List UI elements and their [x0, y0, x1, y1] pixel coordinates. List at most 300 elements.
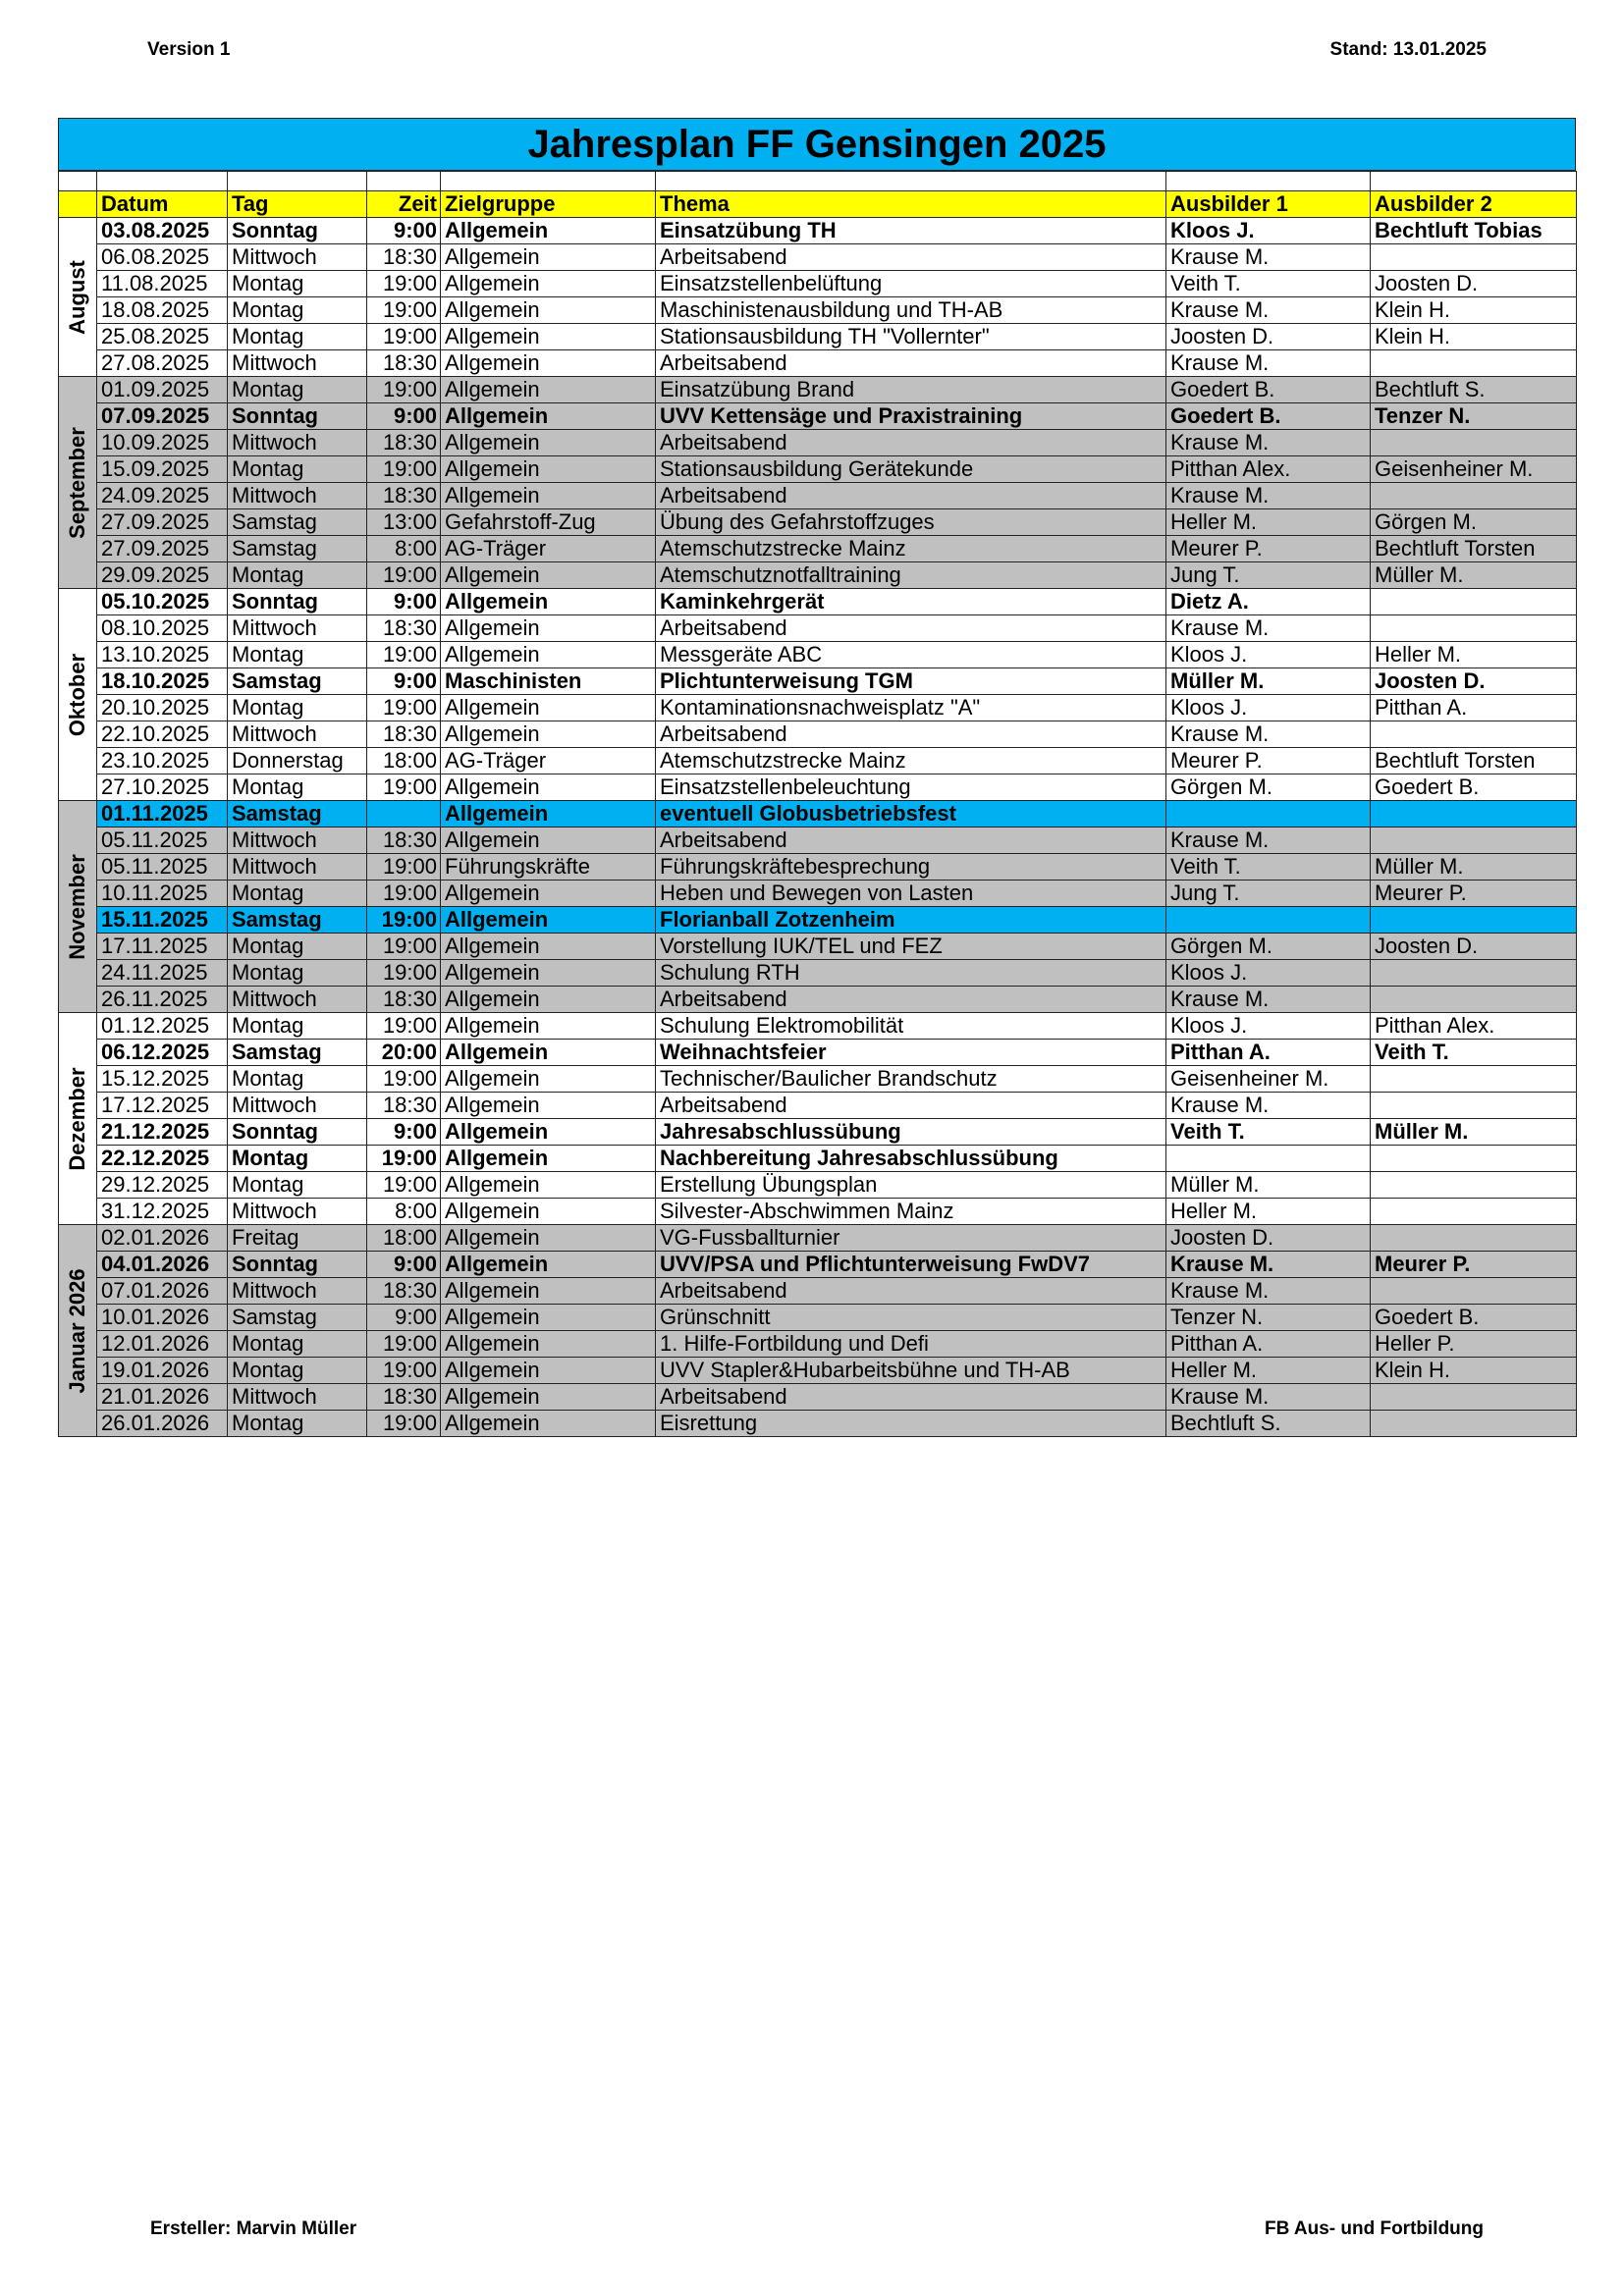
table-row	[59, 1411, 1577, 1437]
datum-cell: 06.08.2025	[97, 244, 228, 271]
thema-cell: 1. Hilfe-Fortbildung und Defi	[656, 1331, 1166, 1358]
tag-cell: Sonntag	[228, 1252, 367, 1278]
ausbilder-1-cell: Geisenheiner M.	[1166, 1066, 1371, 1093]
zielgruppe-cell: Allgemein	[441, 801, 656, 828]
zielgruppe-cell: Allgemein	[441, 987, 656, 1013]
zielgruppe-cell: AG-Träger	[441, 748, 656, 774]
tag-cell: Montag	[228, 960, 367, 987]
datum-cell: 27.09.2025	[97, 536, 228, 562]
ausbilder-2-cell	[1371, 1384, 1577, 1411]
datum-cell: 11.08.2025	[97, 271, 228, 297]
thema-cell: Kaminkehrgerät	[656, 589, 1166, 615]
ausbilder-2-cell: Bechtluft Tobias	[1371, 218, 1577, 244]
zielgruppe-cell: Allgemein	[441, 271, 656, 297]
zielgruppe-cell: Allgemein	[441, 960, 656, 987]
ausbilder-2-cell: Görgen M.	[1371, 509, 1577, 536]
datum-cell: 17.12.2025	[97, 1093, 228, 1119]
datum-cell: 01.09.2025	[97, 377, 228, 403]
zeit-cell: 19:00	[367, 1146, 441, 1172]
table-row	[59, 934, 1577, 960]
table-row	[59, 828, 1577, 854]
zielgruppe-cell: Allgemein	[441, 562, 656, 589]
table-row	[59, 907, 1577, 934]
table-row	[59, 1093, 1577, 1119]
ausbilder-2-cell	[1371, 1066, 1577, 1093]
ausbilder-2-cell: Pitthan A.	[1371, 695, 1577, 721]
datum-cell: 13.10.2025	[97, 642, 228, 668]
thema-cell: Maschinistenausbildung und TH-AB	[656, 297, 1166, 324]
tag-cell: Mittwoch	[228, 1199, 367, 1225]
ausbilder-2-cell	[1371, 589, 1577, 615]
table-row	[59, 854, 1577, 881]
ausbilder-1-cell: Goedert B.	[1166, 377, 1371, 403]
zeit-cell: 18:30	[367, 828, 441, 854]
ausbilder-2-cell: Joosten D.	[1371, 271, 1577, 297]
datum-cell: 02.01.2026	[97, 1225, 228, 1252]
table-row	[59, 509, 1577, 536]
table-row	[59, 271, 1577, 297]
zeit-cell: 20:00	[367, 1040, 441, 1066]
table-row	[59, 562, 1577, 589]
zeit-cell: 19:00	[367, 456, 441, 483]
plan-body	[59, 172, 1577, 1437]
month-label: November	[65, 853, 89, 960]
tag-cell: Montag	[228, 324, 367, 350]
zielgruppe-cell: Allgemein	[441, 721, 656, 748]
table-row	[59, 218, 1577, 244]
table-row	[59, 1384, 1577, 1411]
month-label-cell	[59, 218, 97, 377]
table-row	[59, 801, 1577, 828]
tag-cell: Samstag	[228, 668, 367, 695]
datum-cell: 05.11.2025	[97, 854, 228, 881]
thema-cell: Einsatzstellenbelüftung	[656, 271, 1166, 297]
zeit-cell: 19:00	[367, 854, 441, 881]
zielgruppe-cell: Allgemein	[441, 1278, 656, 1305]
tag-cell: Mittwoch	[228, 828, 367, 854]
table-row	[59, 350, 1577, 377]
tag-cell: Montag	[228, 271, 367, 297]
ausbilder-1-cell: Joosten D.	[1166, 324, 1371, 350]
ausbilder-2-cell	[1371, 987, 1577, 1013]
ausbilder-2-cell	[1371, 828, 1577, 854]
ausbilder-2-cell: Joosten D.	[1371, 934, 1577, 960]
zeit-cell: 19:00	[367, 881, 441, 907]
col-ausbilder-2: Ausbilder 2	[1371, 191, 1577, 218]
ausbilder-1-cell: Müller M.	[1166, 1172, 1371, 1199]
zielgruppe-cell: Allgemein	[441, 1066, 656, 1093]
ausbilder-1-cell: Pitthan A.	[1166, 1040, 1371, 1066]
thema-cell: Führungskräftebesprechung	[656, 854, 1166, 881]
table-row	[59, 1358, 1577, 1384]
tag-cell: Montag	[228, 456, 367, 483]
tag-cell: Montag	[228, 1331, 367, 1358]
zielgruppe-cell: Allgemein	[441, 1331, 656, 1358]
datum-cell: 18.10.2025	[97, 668, 228, 695]
zielgruppe-cell: Allgemein	[441, 1384, 656, 1411]
thema-cell: Einsatzübung Brand	[656, 377, 1166, 403]
ausbilder-1-cell: Tenzer N.	[1166, 1305, 1371, 1331]
ausbilder-2-cell	[1371, 244, 1577, 271]
ausbilder-2-cell	[1371, 1146, 1577, 1172]
datum-cell: 29.09.2025	[97, 562, 228, 589]
table-row	[59, 536, 1577, 562]
zielgruppe-cell: Allgemein	[441, 907, 656, 934]
zielgruppe-cell: Maschinisten	[441, 668, 656, 695]
ausbilder-1-cell: Kloos J.	[1166, 1013, 1371, 1040]
thema-cell: Arbeitsabend	[656, 1384, 1166, 1411]
ausbilder-1-cell: Veith T.	[1166, 854, 1371, 881]
thema-cell: Atemschutzstrecke Mainz	[656, 748, 1166, 774]
datum-cell: 01.11.2025	[97, 801, 228, 828]
zeit-cell: 19:00	[367, 695, 441, 721]
ausbilder-2-cell	[1371, 1278, 1577, 1305]
spacer-row	[59, 172, 1577, 191]
month-label-cell	[59, 589, 97, 801]
zielgruppe-cell: Gefahrstoff-Zug	[441, 509, 656, 536]
ausbilder-2-cell: Müller M.	[1371, 854, 1577, 881]
thema-cell: Grünschnitt	[656, 1305, 1166, 1331]
ausbilder-1-cell: Krause M.	[1166, 1384, 1371, 1411]
zeit-cell: 9:00	[367, 1305, 441, 1331]
thema-cell: Arbeitsabend	[656, 350, 1166, 377]
tag-cell: Montag	[228, 1172, 367, 1199]
tag-cell: Mittwoch	[228, 854, 367, 881]
table-row	[59, 1013, 1577, 1040]
datum-cell: 06.12.2025	[97, 1040, 228, 1066]
zielgruppe-cell: Allgemein	[441, 297, 656, 324]
thema-cell: Atemschutznotfalltraining	[656, 562, 1166, 589]
thema-cell: Arbeitsabend	[656, 721, 1166, 748]
zeit-cell: 18:00	[367, 1225, 441, 1252]
tag-cell: Mittwoch	[228, 244, 367, 271]
ausbilder-1-cell: Krause M.	[1166, 721, 1371, 748]
ausbilder-1-cell	[1166, 1146, 1371, 1172]
zielgruppe-cell: Allgemein	[441, 881, 656, 907]
ausbilder-2-cell	[1371, 483, 1577, 509]
table-row	[59, 483, 1577, 509]
thema-cell: Nachbereitung Jahresabschlussübung	[656, 1146, 1166, 1172]
datum-cell: 27.10.2025	[97, 774, 228, 801]
tag-cell: Montag	[228, 1013, 367, 1040]
ausbilder-1-cell: Krause M.	[1166, 615, 1371, 642]
tag-cell: Mittwoch	[228, 1278, 367, 1305]
thema-cell: Messgeräte ABC	[656, 642, 1166, 668]
ausbilder-2-cell: Geisenheiner M.	[1371, 456, 1577, 483]
zielgruppe-cell: Allgemein	[441, 1093, 656, 1119]
tag-cell: Sonntag	[228, 218, 367, 244]
ausbilder-2-cell	[1371, 1199, 1577, 1225]
thema-cell: UVV Kettensäge und Praxistraining	[656, 403, 1166, 430]
tag-cell: Samstag	[228, 801, 367, 828]
table-row	[59, 615, 1577, 642]
datum-cell: 22.12.2025	[97, 1146, 228, 1172]
ausbilder-2-cell: Veith T.	[1371, 1040, 1577, 1066]
tag-cell: Montag	[228, 774, 367, 801]
zeit-cell: 9:00	[367, 1252, 441, 1278]
datum-cell: 24.11.2025	[97, 960, 228, 987]
tag-cell: Samstag	[228, 1040, 367, 1066]
ausbilder-1-cell: Krause M.	[1166, 244, 1371, 271]
col-datum: Datum	[97, 191, 228, 218]
thema-cell: Arbeitsabend	[656, 430, 1166, 456]
zielgruppe-cell: Allgemein	[441, 934, 656, 960]
table-row	[59, 695, 1577, 721]
column-header-row	[59, 191, 1577, 218]
ausbilder-1-cell: Jung T.	[1166, 562, 1371, 589]
ausbilder-1-cell: Krause M.	[1166, 483, 1371, 509]
ausbilder-2-cell: Klein H.	[1371, 324, 1577, 350]
ausbilder-1-cell: Pitthan Alex.	[1166, 456, 1371, 483]
zeit-cell: 19:00	[367, 297, 441, 324]
ausbilder-1-cell: Krause M.	[1166, 987, 1371, 1013]
table-row	[59, 748, 1577, 774]
department-label: FB Aus- und Fortbildung	[1264, 2218, 1484, 2239]
thema-cell: Einsatzübung TH	[656, 218, 1166, 244]
zeit-cell: 8:00	[367, 1199, 441, 1225]
zielgruppe-cell: Führungskräfte	[441, 854, 656, 881]
zeit-cell: 18:30	[367, 1384, 441, 1411]
thema-cell: eventuell Globusbetriebsfest	[656, 801, 1166, 828]
tag-cell: Montag	[228, 1146, 367, 1172]
datum-cell: 31.12.2025	[97, 1199, 228, 1225]
datum-cell: 15.11.2025	[97, 907, 228, 934]
tag-cell: Montag	[228, 562, 367, 589]
ausbilder-2-cell: Tenzer N.	[1371, 403, 1577, 430]
zeit-cell: 9:00	[367, 589, 441, 615]
ausbilder-1-cell: Jung T.	[1166, 881, 1371, 907]
ausbilder-1-cell: Krause M.	[1166, 1093, 1371, 1119]
zeit-cell: 19:00	[367, 562, 441, 589]
zielgruppe-cell: Allgemein	[441, 1225, 656, 1252]
month-label-cell	[59, 377, 97, 589]
zielgruppe-cell: Allgemein	[441, 1411, 656, 1437]
table-row	[59, 1331, 1577, 1358]
ausbilder-2-cell	[1371, 1225, 1577, 1252]
ausbilder-2-cell	[1371, 1411, 1577, 1437]
thema-cell: Weihnachtsfeier	[656, 1040, 1166, 1066]
datum-cell: 24.09.2025	[97, 483, 228, 509]
col-tag: Tag	[228, 191, 367, 218]
zielgruppe-cell: Allgemein	[441, 403, 656, 430]
zielgruppe-cell: Allgemein	[441, 1305, 656, 1331]
ausbilder-2-cell: Meurer P.	[1371, 881, 1577, 907]
tag-cell: Sonntag	[228, 1119, 367, 1146]
thema-cell: Arbeitsabend	[656, 615, 1166, 642]
zeit-cell: 8:00	[367, 536, 441, 562]
header-corner	[59, 191, 97, 218]
datum-cell: 10.01.2026	[97, 1305, 228, 1331]
ausbilder-1-cell: Heller M.	[1166, 1199, 1371, 1225]
thema-cell: Arbeitsabend	[656, 828, 1166, 854]
thema-cell: Erstellung Übungsplan	[656, 1172, 1166, 1199]
ausbilder-2-cell	[1371, 721, 1577, 748]
zeit-cell	[367, 801, 441, 828]
zielgruppe-cell: Allgemein	[441, 350, 656, 377]
datum-cell: 18.08.2025	[97, 297, 228, 324]
table-row	[59, 377, 1577, 403]
zeit-cell: 19:00	[367, 324, 441, 350]
datum-cell: 15.09.2025	[97, 456, 228, 483]
tag-cell: Donnerstag	[228, 748, 367, 774]
tag-cell: Sonntag	[228, 403, 367, 430]
datum-cell: 05.10.2025	[97, 589, 228, 615]
datum-cell: 01.12.2025	[97, 1013, 228, 1040]
datum-cell: 29.12.2025	[97, 1172, 228, 1199]
tag-cell: Mittwoch	[228, 350, 367, 377]
table-row	[59, 881, 1577, 907]
table-row	[59, 324, 1577, 350]
ausbilder-1-cell: Dietz A.	[1166, 589, 1371, 615]
zielgruppe-cell: Allgemein	[441, 642, 656, 668]
ausbilder-2-cell	[1371, 1093, 1577, 1119]
datum-cell: 05.11.2025	[97, 828, 228, 854]
ausbilder-2-cell: Joosten D.	[1371, 668, 1577, 695]
month-label-cell	[59, 1013, 97, 1225]
ausbilder-2-cell: Bechtluft Torsten	[1371, 536, 1577, 562]
tag-cell: Montag	[228, 642, 367, 668]
thema-cell: Heben und Bewegen von Lasten	[656, 881, 1166, 907]
table-row	[59, 1199, 1577, 1225]
table-row	[59, 589, 1577, 615]
zeit-cell: 18:30	[367, 1093, 441, 1119]
zeit-cell: 18:00	[367, 748, 441, 774]
thema-cell: Silvester-Abschwimmen Mainz	[656, 1199, 1166, 1225]
thema-cell: Stationsausbildung Gerätekunde	[656, 456, 1166, 483]
datum-cell: 21.12.2025	[97, 1119, 228, 1146]
thema-cell: Arbeitsabend	[656, 1093, 1166, 1119]
ausbilder-1-cell: Krause M.	[1166, 1252, 1371, 1278]
zeit-cell: 19:00	[367, 774, 441, 801]
tag-cell: Montag	[228, 1066, 367, 1093]
thema-cell: Atemschutzstrecke Mainz	[656, 536, 1166, 562]
zeit-cell: 19:00	[367, 934, 441, 960]
zeit-cell: 19:00	[367, 1172, 441, 1199]
col-zeit: Zeit	[367, 191, 441, 218]
ausbilder-2-cell: Pitthan Alex.	[1371, 1013, 1577, 1040]
ausbilder-2-cell	[1371, 1172, 1577, 1199]
ausbilder-1-cell: Meurer P.	[1166, 748, 1371, 774]
table-row	[59, 430, 1577, 456]
tag-cell: Mittwoch	[228, 615, 367, 642]
tag-cell: Mittwoch	[228, 430, 367, 456]
thema-cell: Florianball Zotzenheim	[656, 907, 1166, 934]
tag-cell: Samstag	[228, 907, 367, 934]
zeit-cell: 9:00	[367, 218, 441, 244]
ausbilder-2-cell: Goedert B.	[1371, 1305, 1577, 1331]
ausbilder-2-cell: Müller M.	[1371, 1119, 1577, 1146]
ausbilder-1-cell: Bechtluft S.	[1166, 1411, 1371, 1437]
table-row	[59, 1305, 1577, 1331]
zielgruppe-cell: AG-Träger	[441, 536, 656, 562]
table-row	[59, 642, 1577, 668]
thema-cell: Kontaminationsnachweisplatz "A"	[656, 695, 1166, 721]
ausbilder-1-cell: Veith T.	[1166, 271, 1371, 297]
ausbilder-2-cell: Heller P.	[1371, 1331, 1577, 1358]
month-label: Oktober	[65, 653, 89, 736]
zielgruppe-cell: Allgemein	[441, 1119, 656, 1146]
ausbilder-1-cell: Pitthan A.	[1166, 1331, 1371, 1358]
zeit-cell: 19:00	[367, 377, 441, 403]
zielgruppe-cell: Allgemein	[441, 377, 656, 403]
stand-date: Stand: 13.01.2025	[1329, 39, 1487, 60]
thema-cell: UVV Stapler&Hubarbeitsbühne und TH-AB	[656, 1358, 1166, 1384]
table-row	[59, 1172, 1577, 1199]
zielgruppe-cell: Allgemein	[441, 1040, 656, 1066]
zielgruppe-cell: Allgemein	[441, 1252, 656, 1278]
month-label: Dezember	[65, 1066, 89, 1171]
zielgruppe-cell: Allgemein	[441, 1172, 656, 1199]
datum-cell: 17.11.2025	[97, 934, 228, 960]
thema-cell: Arbeitsabend	[656, 244, 1166, 271]
zeit-cell: 18:30	[367, 615, 441, 642]
datum-cell: 27.08.2025	[97, 350, 228, 377]
table-row	[59, 1278, 1577, 1305]
tag-cell: Montag	[228, 1358, 367, 1384]
table-row	[59, 403, 1577, 430]
datum-cell: 08.10.2025	[97, 615, 228, 642]
ausbilder-1-cell: Kloos J.	[1166, 218, 1371, 244]
thema-cell: Arbeitsabend	[656, 483, 1166, 509]
table-row	[59, 244, 1577, 271]
zielgruppe-cell: Allgemein	[441, 615, 656, 642]
ausbilder-1-cell: Krause M.	[1166, 430, 1371, 456]
ausbilder-1-cell: Heller M.	[1166, 1358, 1371, 1384]
datum-cell: 25.08.2025	[97, 324, 228, 350]
table-row	[59, 1225, 1577, 1252]
ausbilder-1-cell: Krause M.	[1166, 350, 1371, 377]
zeit-cell: 9:00	[367, 1119, 441, 1146]
tag-cell: Montag	[228, 695, 367, 721]
col-zielgruppe: Zielgruppe	[441, 191, 656, 218]
zielgruppe-cell: Allgemein	[441, 828, 656, 854]
datum-cell: 07.09.2025	[97, 403, 228, 430]
month-label-cell	[59, 1225, 97, 1437]
table-row	[59, 721, 1577, 748]
ausbilder-1-cell: Goedert B.	[1166, 403, 1371, 430]
tag-cell: Montag	[228, 881, 367, 907]
tag-cell: Mittwoch	[228, 1384, 367, 1411]
zeit-cell: 19:00	[367, 907, 441, 934]
ausbilder-2-cell: Goedert B.	[1371, 774, 1577, 801]
zeit-cell: 18:30	[367, 350, 441, 377]
annual-plan-table	[58, 118, 1576, 1437]
ausbilder-1-cell: Kloos J.	[1166, 695, 1371, 721]
zielgruppe-cell: Allgemein	[441, 1199, 656, 1225]
tag-cell: Montag	[228, 934, 367, 960]
table-row	[59, 1146, 1577, 1172]
zielgruppe-cell: Allgemein	[441, 324, 656, 350]
month-label: August	[65, 259, 89, 335]
datum-cell: 10.09.2025	[97, 430, 228, 456]
table-row	[59, 456, 1577, 483]
zielgruppe-cell: Allgemein	[441, 589, 656, 615]
zielgruppe-cell: Allgemein	[441, 1146, 656, 1172]
ausbilder-2-cell	[1371, 430, 1577, 456]
thema-cell: Jahresabschlussübung	[656, 1119, 1166, 1146]
zeit-cell: 19:00	[367, 1358, 441, 1384]
ausbilder-2-cell: Bechtluft S.	[1371, 377, 1577, 403]
ausbilder-1-cell: Krause M.	[1166, 1278, 1371, 1305]
zeit-cell: 19:00	[367, 1066, 441, 1093]
thema-cell: UVV/PSA und Pflichtunterweisung FwDV7	[656, 1252, 1166, 1278]
zeit-cell: 18:30	[367, 1278, 441, 1305]
datum-cell: 21.01.2026	[97, 1384, 228, 1411]
ausbilder-2-cell: Bechtluft Torsten	[1371, 748, 1577, 774]
zielgruppe-cell: Allgemein	[441, 244, 656, 271]
thema-cell: Arbeitsabend	[656, 1278, 1166, 1305]
zeit-cell: 18:30	[367, 987, 441, 1013]
